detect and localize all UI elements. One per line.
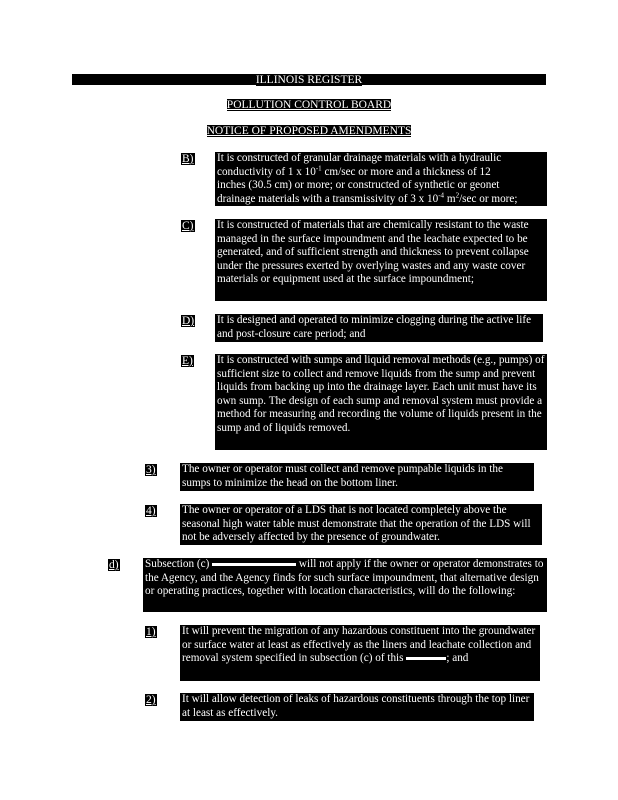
item-1-text: It will prevent the migration of any hazardous constituent into the groundwater or surface water at least as effectively as the liners and leachate collection and removal system specified in subsection (c) of this ; and: [180, 625, 540, 681]
notice-title: NOTICE OF PROPOSED AMENDMENTS: [206, 125, 412, 137]
item-marker: 2): [146, 694, 156, 706]
item-2-text: It will allow detection of leaks of hazardous constituents through the top liner at least as effectively.: [180, 693, 534, 721]
board-title: POLLUTION CONTROL BOARD: [226, 99, 392, 111]
item-c-text: It is constructed of materials that are chemically resistant to the waste managed in the surface impoundment and the leachate expected to be generated, and of sufficient strength and thickness to prevent collapse under the pressures exerted by overlying wastes and any waste cover materials or equipment used at the surface impoundment;: [215, 219, 547, 301]
item-marker: D): [182, 315, 195, 327]
item-3-text: The owner or operator must collect and remove pumpable liquids in the sumps to minimize the head on the bottom liner.: [180, 463, 534, 491]
register-title: ILLINOIS REGISTER: [255, 74, 363, 86]
item-d-lower-text: Subsection (c) will not apply if the owner or operator demonstrates to the Agency, and the Agency finds for such surface impoundment, that alternative design or operating practices, together with location characteristics, will do the following:: [143, 558, 547, 612]
item-b-text: It is constructed of granular drainage materials with a hydraulic conductivity of 1 x $10^{-1}$ cm/sec or more and a thickness of 12 inches (30.5 cm) or more; or constructed of synthetic or geonet drainage materials with a transmissivity of 3 x $10^{-4}$ $m^2/\sec$ or more;: [215, 152, 547, 206]
item-marker: E): [182, 355, 193, 367]
item-marker: B): [182, 153, 194, 165]
item-d-text: It is designed and operated to minimize clogging during the active life and post-closure care period; and: [215, 314, 543, 342]
item-marker: 3): [146, 464, 156, 476]
item-marker: 4): [146, 505, 156, 517]
item-marker: d): [109, 559, 119, 571]
strikeout-redaction: [406, 657, 446, 660]
strikeout-redaction: [212, 563, 296, 566]
item-marker: C): [182, 220, 194, 232]
item-4-text: The owner or operator of a LDS that is not located completely above the seasonal high water table must demonstrate that the operation of the LDS will not be adversely affected by the presence of groundwater.: [180, 504, 542, 545]
item-marker: 1): [146, 626, 156, 638]
item-e-text: It is constructed with sumps and liquid removal methods (e.g., pumps) of sufficient size to collect and remove liquids from the sump and prevent liquids from backing up into the drainage layer. Each unit must have its own sump. The design of each sump and removal system must provide a method for measuring and recording the volume of liquids present in the sump and of liquids removed.: [215, 354, 547, 450]
